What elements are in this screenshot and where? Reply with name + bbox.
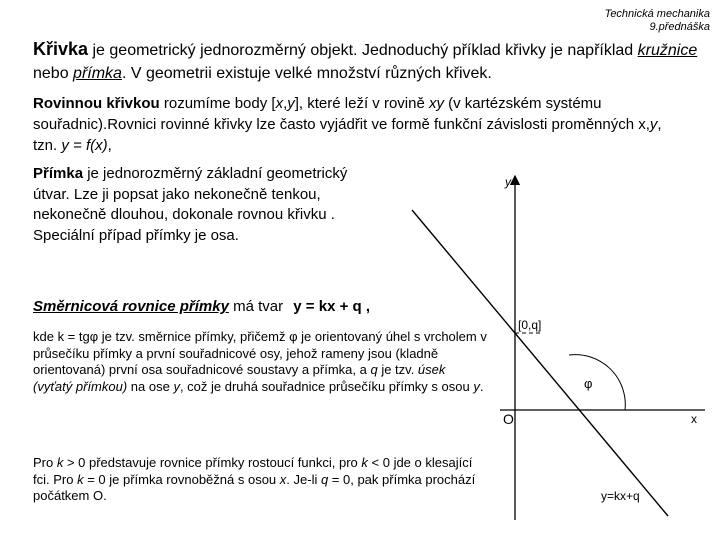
text: = 0 je přímka rovnoběžná s osou — [83, 471, 280, 487]
var-y: y — [649, 116, 658, 133]
intercept-label: [0,q] — [518, 318, 542, 332]
text: (v kartézském systému souřadnic).Rovnici rovinné křivky lze často vyjádřit ve formě funkční závislosti proměnných x, — [33, 95, 650, 133]
var-k: k — [56, 455, 64, 470]
plane-curve-term: Rovinnou křivkou — [33, 95, 160, 112]
text: = 0, pak přímka prochází počátkem O. — [33, 471, 476, 503]
var-y: y — [473, 378, 480, 394]
link-line[interactable]: přímka — [73, 65, 122, 82]
text: > 0 představuje rovnice přímky rostoucí funkci, pro — [63, 455, 362, 470]
text: je geometrický jednorozměrný objekt. Jednoduchý příklad křivky je například — [88, 42, 638, 59]
link-circle[interactable]: kružnice — [637, 42, 698, 59]
function-notation: y = f(x) — [61, 137, 108, 154]
text: , — [283, 95, 288, 112]
course-name: Technická mechanika — [604, 8, 710, 20]
var-x: x — [279, 471, 287, 487]
y-axis-label: y — [505, 175, 511, 189]
var-xy: xy — [428, 95, 444, 112]
text: , což je druhá souřadnice průsečíku přímky s osou — [179, 378, 474, 394]
text: < 0 jde o klesající fci. Pro — [33, 455, 473, 487]
curve-term: Křivka — [33, 39, 89, 59]
text: Pro — [33, 455, 57, 470]
text: . Je-li — [286, 471, 321, 487]
intercept-term: úsek (vyťatý přímkou) — [33, 362, 446, 394]
text: , tzn. — [33, 116, 662, 154]
var-k: k — [77, 471, 84, 487]
text: je tzv. — [377, 362, 418, 377]
angle-arc — [569, 355, 625, 410]
text: rozumíme body [ — [159, 95, 276, 112]
slope-intercept-formula: y = kx + q , — [293, 298, 371, 315]
var-y: y — [287, 95, 295, 112]
angle-label: φ — [584, 376, 593, 391]
text: , — [107, 137, 112, 154]
text: kde k = tgφ je tzv. směrnice přímky, přičemž φ je orientovaný úhel s vrcholem v průsečíku přímky a první souřadnicové osy, jehož rameny jsou (kladně orientovaná) první osa souřadnicové soustavy a přímka, a — [33, 329, 487, 377]
var-k: k — [361, 455, 368, 470]
var-q: q — [370, 362, 378, 377]
slope-intercept-title: Směrnicová rovnice přímky — [33, 298, 229, 315]
var-x: x — [275, 95, 284, 112]
x-axis-label: x — [691, 412, 697, 426]
origin-label: O — [503, 411, 514, 427]
text: je jednorozměrný základní geometrický útvar. Lze ji popsat jako nekonečně tenkou, nekonečně dlouhou, dokonale rovnou křivku . Speciální případ přímky je osa. — [33, 165, 348, 244]
text: . V geometrii existuje velké množství různých křivek. — [121, 65, 492, 82]
graph-line — [412, 210, 668, 516]
line-equation-label: y=kx+q — [601, 489, 640, 503]
var-q: q — [320, 471, 329, 487]
lecture-number: 9.přednáška — [649, 21, 710, 33]
text: ], které leží v rovině — [294, 95, 429, 112]
line-term: Přímka — [33, 165, 84, 182]
text: na ose — [127, 378, 174, 394]
text: má tvar — [228, 298, 288, 315]
var-y: y — [173, 378, 180, 394]
text: nebo — [33, 65, 74, 82]
text: . — [479, 378, 484, 394]
